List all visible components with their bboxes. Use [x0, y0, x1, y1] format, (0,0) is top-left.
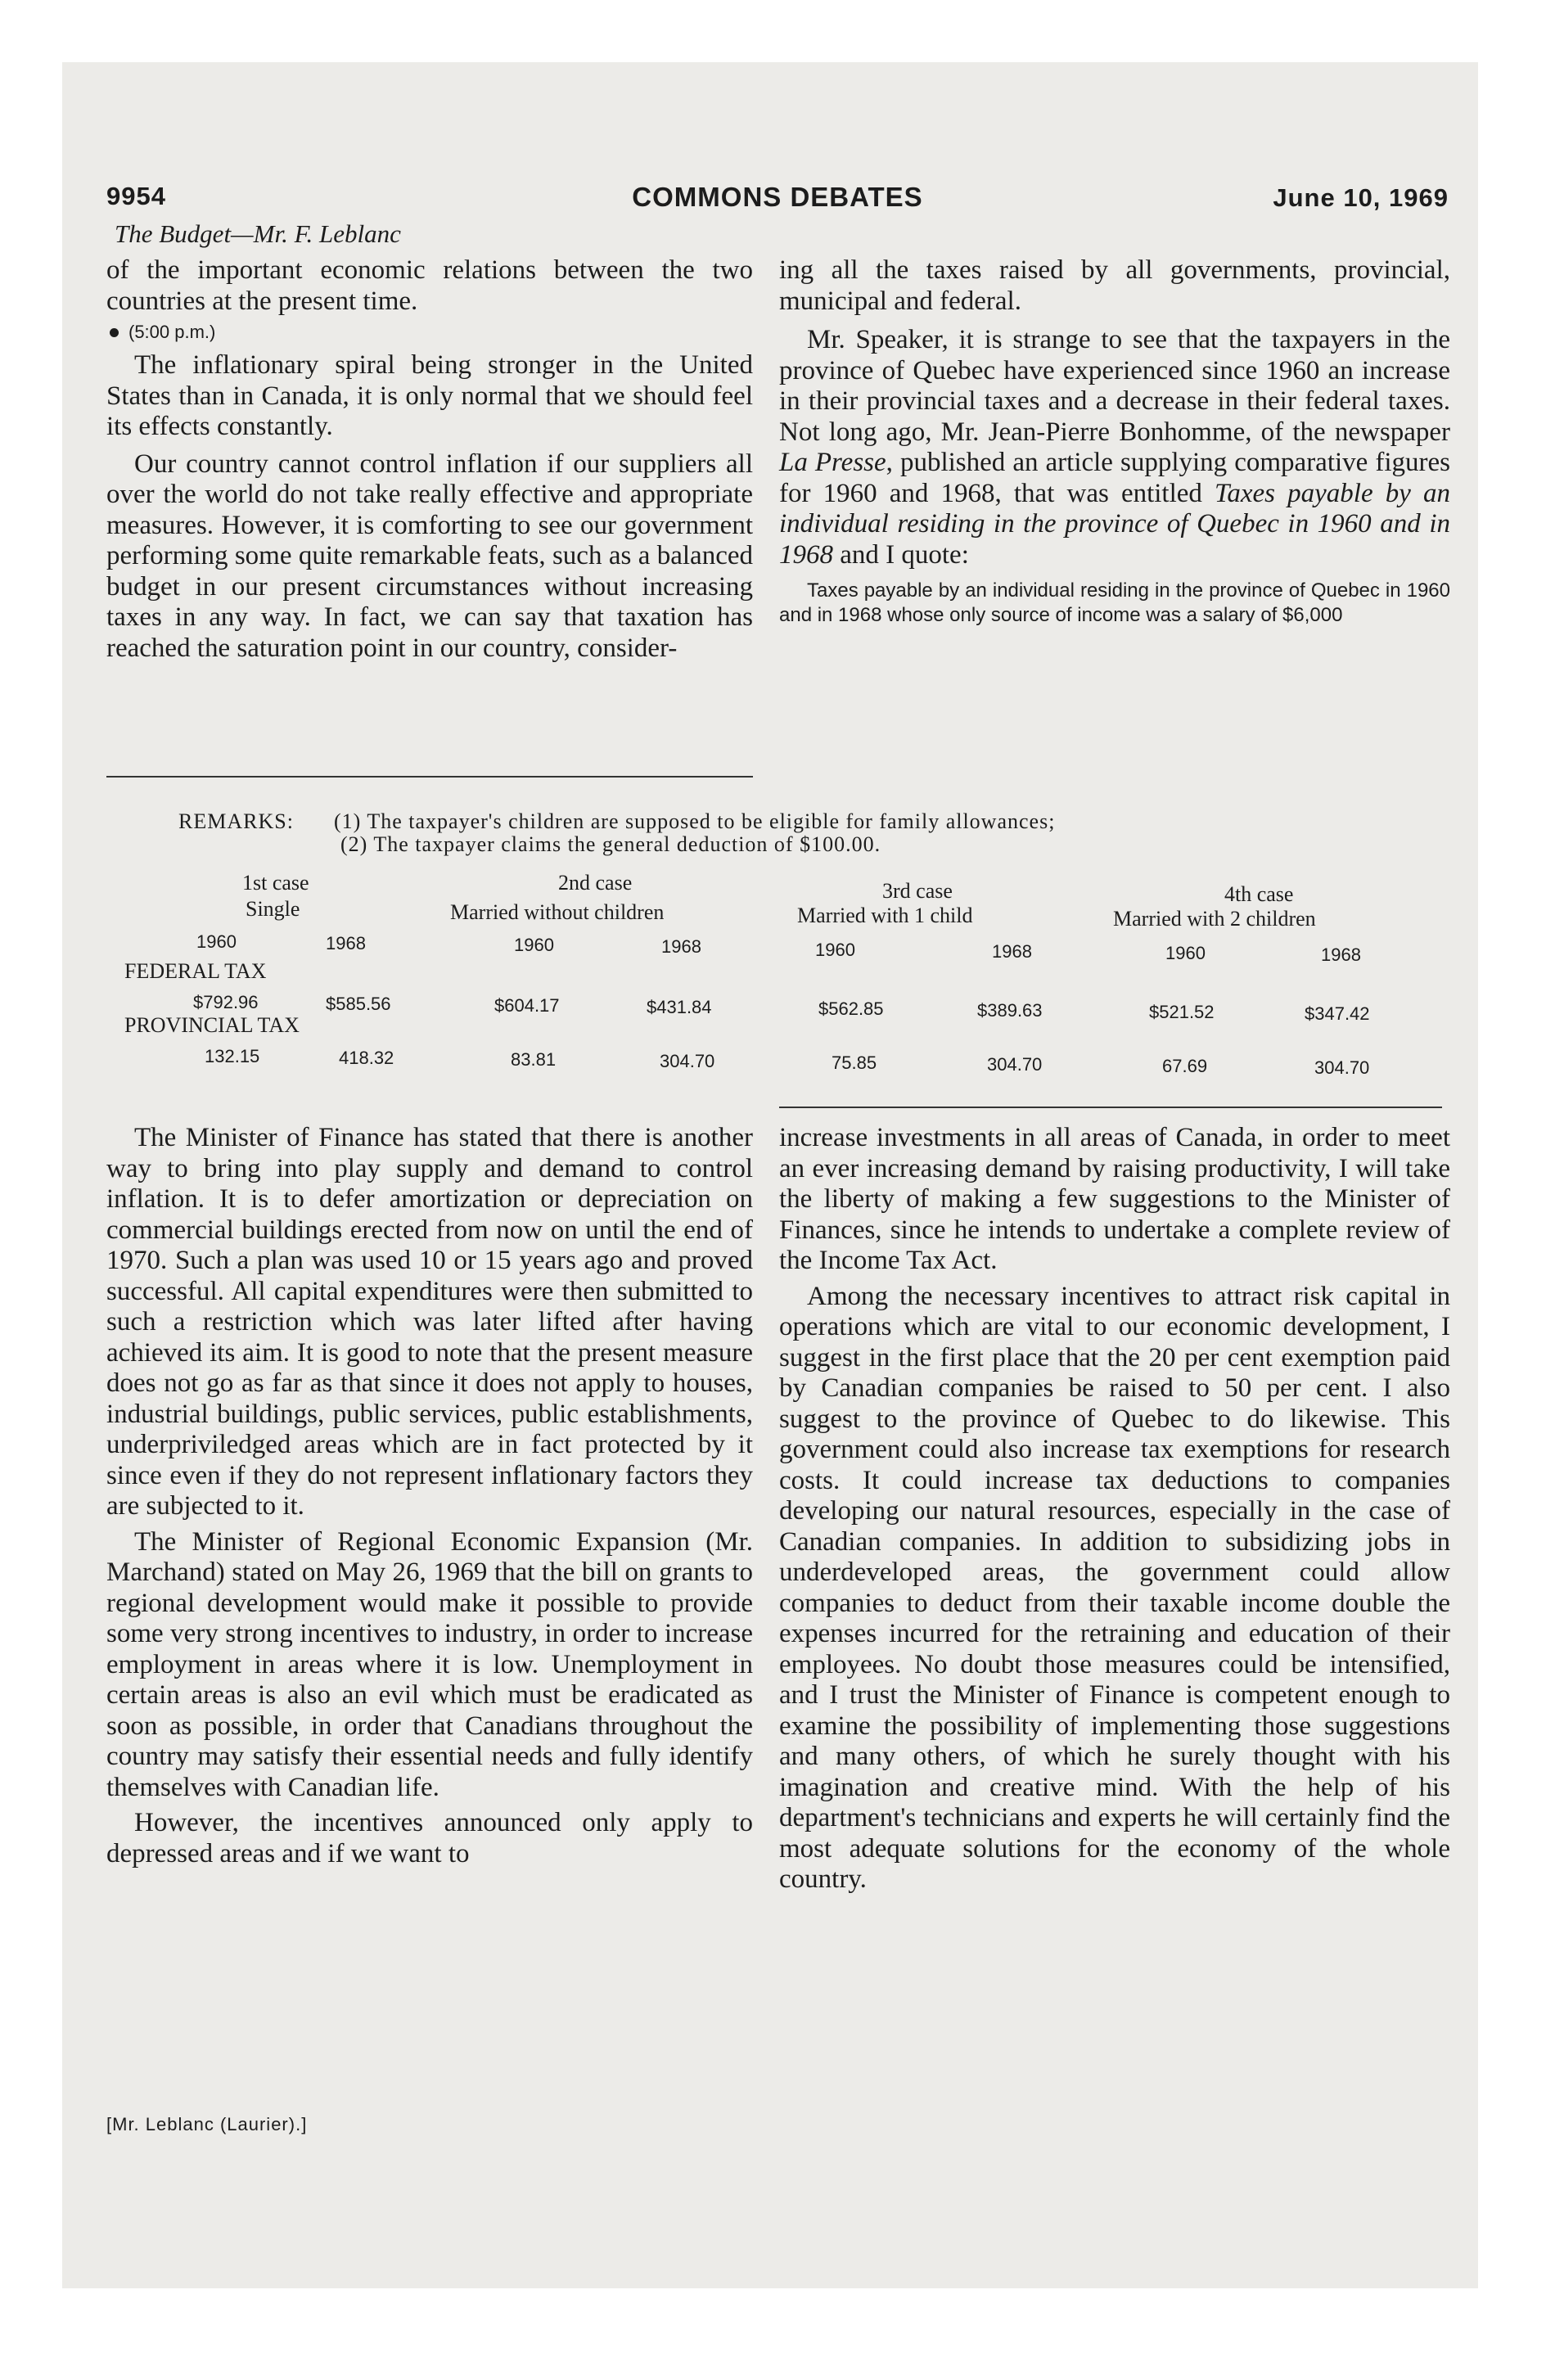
case-header-2-line2: Married without children	[450, 900, 665, 924]
journal-title: COMMONS DEBATES	[632, 182, 923, 212]
left-column-top	[106, 255, 753, 664]
paragraph: increase investments in all areas of Canada, in order to meet an ever increasing demand by raising productivity, I will take the liberty of making a few suggestions to the Minister of Finances, since he intends to undertake a complete review of the Income Tax Act.	[779, 1123, 1450, 1275]
federal-tax-value: $389.63	[977, 1000, 1043, 1021]
speaker-attribution: [Mr. Leblanc (Laurier).]	[106, 2114, 308, 2134]
article-title: Taxes payable by an individual residing in the province of Quebec in 1960 and in 1968	[779, 478, 1450, 570]
remarks-label: REMARKS:	[178, 809, 294, 833]
federal-tax-value: $347.42	[1305, 1003, 1370, 1024]
provincial-tax-value: 132.15	[205, 1046, 260, 1066]
year-header: 1968	[326, 933, 366, 953]
case-header-2-line1: 2nd case	[558, 871, 633, 895]
time-stamp: (5:00 p.m.)	[106, 317, 753, 347]
remark-1: (1) The taxpayer's children are supposed to be eligible for family allowances;	[334, 809, 1056, 833]
provincial-tax-value: 304.70	[987, 1054, 1043, 1075]
year-header: 1968	[992, 941, 1032, 962]
federal-tax-value: $604.17	[494, 995, 560, 1016]
provincial-tax-value: 83.81	[511, 1049, 557, 1070]
page-header	[106, 172, 1449, 221]
year-header: 1960	[815, 940, 855, 960]
paragraph: However, the incentives announced only apply to depressed areas and if we want to	[106, 1808, 753, 1868]
year-header: 1968	[661, 936, 701, 957]
paragraph: The Minister of Regional Economic Expansion (Mr. Marchand) stated on May 26, 1969 that the bill on grants to regional development would make it possible to provide some very strong incentives to industry, in order to increase employment in areas where it is low. Unemployment in certain areas is also an evil which must be eradicated as soon as possible, in order that Canadians throughout the country may satisfy their essential needs and fully identify themselves with Canadian life.	[106, 1526, 753, 1802]
case-header-3-line1: 3rd case	[882, 879, 953, 903]
year-header: 1960	[1165, 943, 1206, 963]
paragraph: Among the necessary incentives to attract risk capital in operations which are vital to our economic development, I suggest in the first place that the 20 per cent exemption paid by Canadian companies be raised to 50 per cent. I also suggest to the province of Quebec to do likewise. This government could also increase tax exemptions for research costs. It could increase tax deductions to companies developing our natural resources, especially in the case of Canadian companies. In addition to subsidizing jobs in underdeveloped areas, the government could allow companies to deduct from their taxable income double the expenses incurred for the retraining and education of their employees. No doubt those measures could be intensified, and I trust the Minister of Finance is competent enough to examine the possibility of implementing those suggestions and many others, of which he surely thought with his imagination and creative mind. With the help of his department's technicians and experts he will certainly find the most adequate solutions for the economy of the whole country.	[779, 1281, 1450, 1894]
paragraph: Our country cannot control inflation if our suppliers all over the world do not take really effective and appropriate measures. However, it is comforting to see our government performing some quite remarkable feats, such as a balanced budget in our present circumstances without increasing taxes in any way. In fact, we can say that taxation has reached the saturation point in our country, consider-	[106, 449, 753, 663]
provincial-tax-label: PROVINCIAL TAX	[124, 1013, 300, 1037]
provincial-tax-value: 304.70	[660, 1051, 715, 1071]
case-header-1-line1: 1st case	[242, 871, 309, 895]
case-header-4-line1: 4th case	[1224, 882, 1294, 906]
year-header: 1960	[196, 931, 237, 952]
right-column-top	[779, 255, 1450, 628]
paragraph: ing all the taxes raised by all governments, provincial, municipal and federal.	[779, 255, 1450, 316]
paragraph: The inflationary spiral being stronger in the United States than in Canada, it is only normal that we should feel its effects constantly.	[106, 350, 753, 441]
paragraph: Mr. Speaker, it is strange to see that the taxpayers in the province of Quebec have experienced since 1960 an increase in their provincial taxes and a decrease in their federal taxes. Not long ago, Mr. Jean-Pierre Bonhomme, of the newspaper La Presse, published an article supplying comparative figures for 1960 and 1968, that was entitled Taxes payable by an individual residing in the province of Quebec in 1960 and in 1968 and I quote:	[779, 325, 1450, 570]
remark-2: (2) The taxpayer claims the general deduction of $100.00.	[340, 832, 881, 856]
federal-tax-label: FEDERAL TAX	[124, 959, 267, 983]
left-column-bottom	[106, 1123, 753, 1869]
provincial-tax-value: 304.70	[1314, 1057, 1370, 1078]
provincial-tax-value: 75.85	[832, 1053, 877, 1073]
federal-tax-value: $521.52	[1149, 1002, 1215, 1022]
federal-tax-value: $562.85	[818, 998, 884, 1019]
case-header-3-line2: Married with 1 child	[797, 904, 973, 927]
newspaper-name: La Presse	[779, 448, 886, 477]
divider-rule	[106, 776, 753, 778]
case-header-4-line2: Married with 2 children	[1113, 907, 1316, 931]
running-head: The Budget—Mr. F. Leblanc	[115, 219, 401, 248]
issue-date: June 10, 1969	[1273, 183, 1449, 212]
bullet-icon	[110, 328, 119, 337]
paragraph: The Minister of Finance has stated that there is another way to bring into play supply and demand to control inflation. It is to defer amortization or depreciation on commercial buildings erected from now on until the end of 1970. Such a plan was used 10 or 15 years ago and proved successful. All capital expenditures were then submitted to such a restriction which was later lifted after having achieved its aim. It is good to note that the present measure does not go as far as that since it does not apply to houses, industrial buildings, public services, public establishments, underpriviledged areas which are in fact protected by it since even if they do not represent inflationary factors they are subjected to it.	[106, 1123, 753, 1521]
federal-tax-value: $792.96	[193, 992, 259, 1012]
right-column-bottom	[779, 1123, 1450, 1895]
provincial-tax-value: 67.69	[1162, 1056, 1208, 1076]
year-header: 1968	[1321, 944, 1361, 965]
provincial-tax-value: 418.32	[339, 1048, 394, 1068]
federal-tax-value: $585.56	[326, 994, 391, 1014]
divider-rule	[779, 1107, 1442, 1108]
case-header-1-line2: Single	[246, 897, 300, 921]
year-header: 1960	[514, 935, 554, 955]
block-quote: Taxes payable by an individual residing in the province of Quebec in 1960 and in 1968 whose only source of income was a salary of $6,000	[779, 579, 1450, 626]
paragraph: of the important economic relations between the two countries at the present time.	[106, 255, 753, 316]
remarks	[178, 810, 1055, 856]
page-number: 9954	[106, 182, 166, 210]
federal-tax-value: $431.84	[647, 997, 712, 1017]
